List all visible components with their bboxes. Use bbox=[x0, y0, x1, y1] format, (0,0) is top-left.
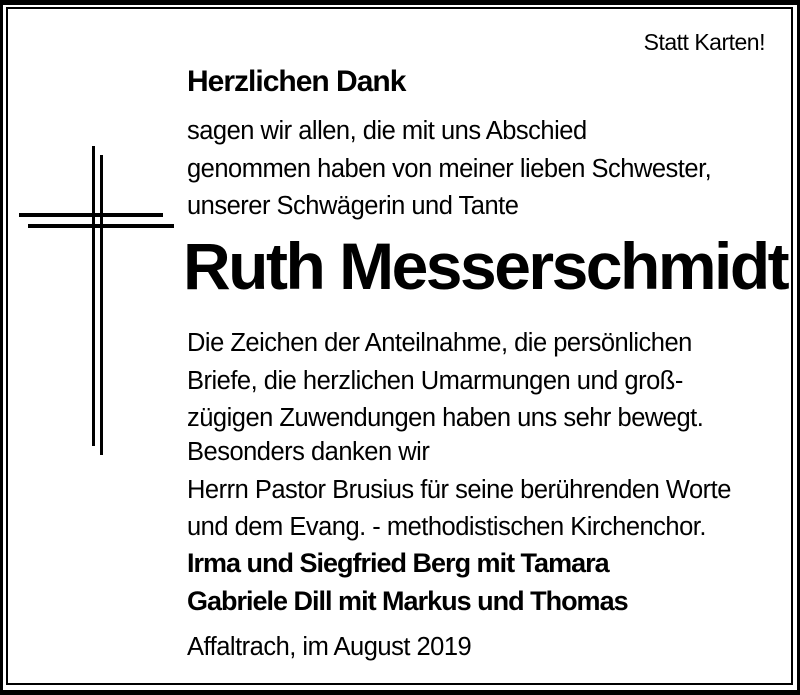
place-and-date: Affaltrach, im August 2019 bbox=[187, 633, 472, 661]
cross-horizontal-bar-2 bbox=[28, 224, 174, 228]
mourners-text bbox=[187, 544, 628, 620]
intro-line: sagen wir allen, die mit uns Abschied bbox=[187, 117, 587, 145]
mourner-line: Irma und Siegfried Berg mit Tamara bbox=[187, 548, 609, 578]
thanks-line: zügigen Zuwendungen haben uns sehr bewegt. bbox=[187, 404, 704, 432]
mourner-line: Gabriele Dill mit Markus und Thomas bbox=[187, 586, 628, 616]
special-thanks-line: Herrn Pastor Brusius für seine berührenden Worte bbox=[187, 475, 731, 504]
intro-text bbox=[187, 113, 711, 226]
cross-vertical-bar-2 bbox=[100, 155, 103, 455]
deceased-name: Ruth Messerschmidt bbox=[183, 229, 788, 303]
cross-vertical-bar-1 bbox=[92, 146, 95, 446]
heading: Herzlichen Dank bbox=[187, 65, 406, 98]
special-thanks-text bbox=[187, 434, 731, 547]
intro-line: unserer Schwägerin und Tante bbox=[187, 192, 519, 220]
pre-header: Statt Karten! bbox=[643, 29, 765, 55]
special-thanks-line: und dem Evang. - methodistischen Kirchenchor. bbox=[187, 513, 706, 541]
thanks-line: Briefe, die herzlichen Umarmungen und groß- bbox=[187, 366, 683, 395]
thanks-text bbox=[187, 325, 703, 438]
thanks-line: Die Zeichen der Anteilnahme, die persönlichen bbox=[187, 329, 692, 357]
intro-line: genommen haben von meiner lieben Schwester, bbox=[187, 154, 712, 183]
cross-horizontal-bar-1 bbox=[19, 213, 163, 217]
special-thanks-line: Besonders danken wir bbox=[187, 438, 430, 466]
